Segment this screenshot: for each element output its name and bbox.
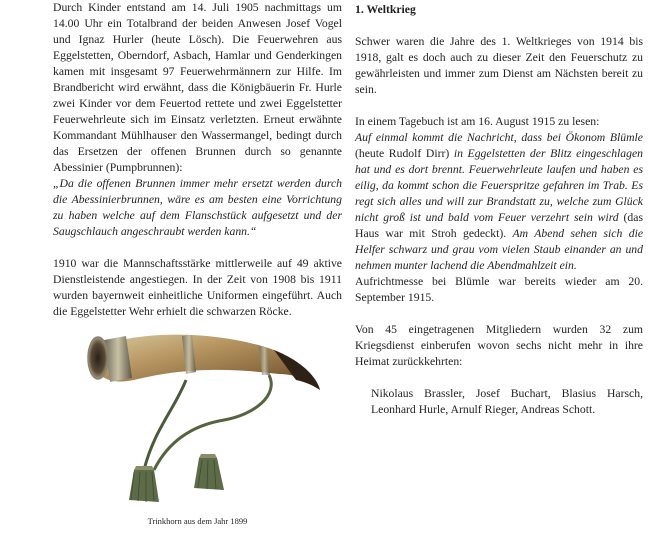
diary-quote-part-3: Am Abend sehen sich die Helfer schwarz und grau vom vielen Staub einander an und nehmen munter lachend die Abendmahlzeit ein. (355, 227, 644, 272)
diary-intro: In einem Tagebuch ist am 16. August 1915 zu lesen: (355, 115, 600, 128)
right-paragraph-1: Schwer waren die Jahre des 1. Weltkrieges von 1914 bis 1918, galt es doch auch zu dieser Zeit den Feuerschutz zu gewährleisten und immer zum Dienst am Nächsten bereit zu sein. (355, 35, 643, 96)
diary-quote-paren: (das Haus war mit Stroh gedeckt). (355, 211, 644, 240)
left-paragraph-2: 1910 war die Mannschaftsstärke mittlerweile auf 49 aktive Dienstleistende angestiegen. In der Zeit von 1908 bis 1911 wurden bayernweit einheitliche Uniformen eingeführt. Auch die Eggelstetter Wehr erhielt die schwarzen Röcke. (53, 257, 342, 318)
paragraph-gap (355, 306, 643, 322)
right-paragraph-4: Von 45 eingetragenen Mitgliedern wurden 32 zum Kriegsdienst einberufen wovon sechs nicht mehr in ihre Heimat zurückkehrten: (355, 323, 643, 368)
left-quote: „Da die offenen Brunnen immer mehr ersetzt werden durch die Abessinierbrunnen, wäre es am besten eine Vorrichtung zu haben welche auf dem Flanschstück aufgesetzt und der Saugschlauch angeschraubt werden kann.“ (53, 177, 342, 238)
figure-caption: Trinkhorn aus dem Jahr 1899 (147, 516, 248, 526)
diary-quote-part-2: in Eggelstetten der Blitz eingeschlagen hat und es dort brennt. Feuerwehrleute laufen und haben es eilig, da kommt schon die Feuerspritze gefahren im Trab. Es regt sich alles und will zur Brandstatt zu, welche zum Glück nicht groß ist und bald vom Feuer verzehrt sein wird (355, 147, 644, 224)
fallen-members-list: Nikolaus Brassler, Josef Buchart, Blasius Harsch, Leonhard Hurle, Arnulf Rieger, Andreas Schott. (371, 387, 643, 416)
section-heading: 1. Weltkrieg (355, 3, 416, 16)
left-paragraph-1: Durch Kinder entstand am 14. Juli 1905 nachmittags um 14.00 Uhr ein Totalbrand der beiden Anwesen Josef Vogel und Ignaz Hurler (heute Lösch). Die Feuerwehren aus Eggelstetten, Oberndorf, Asbach, Hamlar und Genderkingen kamen mit insgesamt 97 Feuerwehrmännern zur Hilfe. Im Brandbericht wird erwähnt, dass die Königbäuerin Fr. Hurle zwei Kinder vor dem Feuertod rettete und zwei Eggelstetter Feuerwehrleute sich im Einsatz verletzten. Erneut erwähnte Kommandant Mühlhauser den Wassermangel, bedingt durch das Ersetzen der offenen Brunnen durch so genannte Abessinier (Pumpbrunnen): (53, 1, 342, 174)
horn-mouth (88, 337, 108, 379)
diary-quote (355, 130, 643, 274)
drinking-horn-image (74, 320, 324, 508)
diary-quote-part-1: Auf einmal kommt die Nachricht, dass bei Ökonom Blümle (355, 131, 643, 144)
right-column (355, 0, 643, 418)
paragraph-gap (355, 370, 643, 386)
right-paragraph-3: Aufrichtmesse bei Blümle war bereits wieder am 20. September 1915. (355, 275, 643, 304)
left-column (53, 0, 342, 320)
cord (144, 380, 186, 470)
diary-quote-name: (heute Rudolf Dirr) (355, 147, 450, 160)
paragraph-gap (355, 98, 643, 114)
paragraph-gap (53, 240, 342, 256)
paragraph-gap (355, 18, 643, 34)
